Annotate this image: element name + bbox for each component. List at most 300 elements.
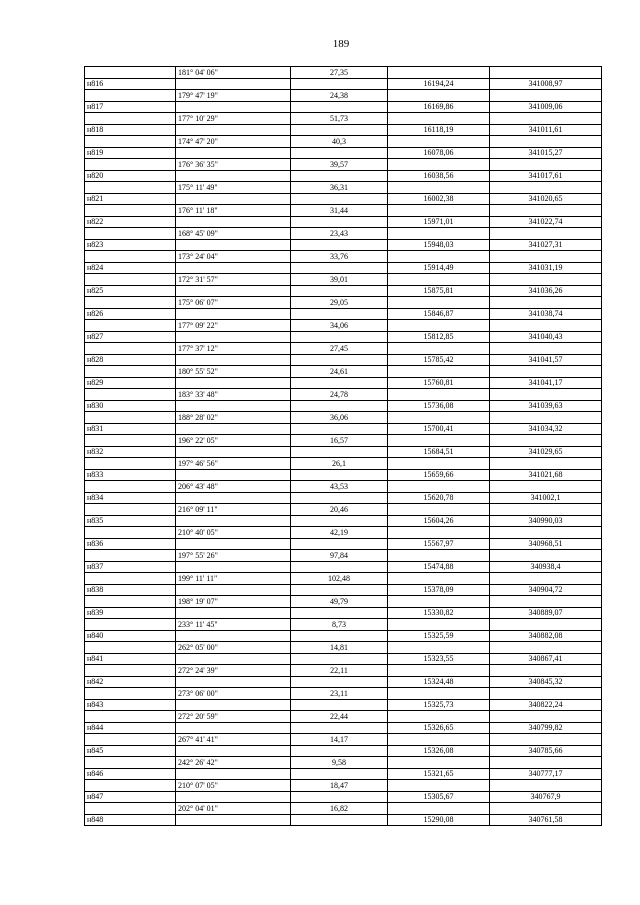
point-id-cell: н821 xyxy=(85,193,176,205)
empty-cell xyxy=(85,711,176,723)
empty-cell xyxy=(176,423,291,435)
empty-cell xyxy=(85,803,176,815)
segment-row xyxy=(85,412,602,424)
x-coordinate-cell: 15620,78 xyxy=(388,492,490,504)
page-number: 189 xyxy=(332,38,350,50)
empty-cell xyxy=(85,67,176,79)
empty-cell xyxy=(490,665,602,677)
point-row xyxy=(85,193,602,205)
direction-angle-cell: 197° 55' 26" xyxy=(176,550,291,562)
direction-angle-cell: 183° 33' 48" xyxy=(176,389,291,401)
empty-cell xyxy=(291,584,388,596)
x-coordinate-cell: 15474,88 xyxy=(388,561,490,573)
empty-cell xyxy=(176,124,291,136)
direction-angle-cell: 233° 11' 45" xyxy=(176,619,291,631)
empty-cell xyxy=(388,642,490,654)
empty-cell xyxy=(85,573,176,585)
x-coordinate-cell: 15684,51 xyxy=(388,446,490,458)
empty-cell xyxy=(85,665,176,677)
empty-cell xyxy=(291,124,388,136)
direction-angle-cell: 206° 43' 48" xyxy=(176,481,291,493)
segment-row xyxy=(85,182,602,194)
direction-angle-cell: 188° 28' 02" xyxy=(176,412,291,424)
empty-cell xyxy=(490,481,602,493)
point-id-cell: н848 xyxy=(85,814,176,826)
point-id-cell: н829 xyxy=(85,377,176,389)
segment-row xyxy=(85,550,602,562)
empty-cell xyxy=(291,147,388,159)
point-id-cell: н847 xyxy=(85,791,176,803)
point-id-cell: н822 xyxy=(85,216,176,228)
empty-cell xyxy=(291,699,388,711)
empty-cell xyxy=(291,446,388,458)
segment-row xyxy=(85,780,602,792)
empty-cell xyxy=(176,170,291,182)
direction-angle-cell: 210° 07' 05" xyxy=(176,780,291,792)
segment-row xyxy=(85,757,602,769)
x-coordinate-cell: 15971,01 xyxy=(388,216,490,228)
point-id-cell: н842 xyxy=(85,676,176,688)
empty-cell xyxy=(291,308,388,320)
distance-cell: 40,3 xyxy=(291,136,388,148)
empty-cell xyxy=(85,90,176,102)
distance-cell: 102,48 xyxy=(291,573,388,585)
empty-cell xyxy=(291,492,388,504)
segment-row xyxy=(85,573,602,585)
empty-cell xyxy=(85,757,176,769)
empty-cell xyxy=(291,354,388,366)
empty-cell xyxy=(490,435,602,447)
empty-cell xyxy=(176,722,291,734)
segment-row xyxy=(85,366,602,378)
empty-cell xyxy=(85,320,176,332)
empty-cell xyxy=(85,136,176,148)
direction-angle-cell: 197° 46' 56" xyxy=(176,458,291,470)
distance-cell: 27,35 xyxy=(291,67,388,79)
distance-cell: 31,44 xyxy=(291,205,388,217)
x-coordinate-cell: 15875,81 xyxy=(388,285,490,297)
direction-angle-cell: 242° 26' 42" xyxy=(176,757,291,769)
point-id-cell: н823 xyxy=(85,239,176,251)
empty-cell xyxy=(176,285,291,297)
point-row xyxy=(85,699,602,711)
empty-cell xyxy=(388,527,490,539)
empty-cell xyxy=(291,285,388,297)
y-coordinate-cell: 341002,1 xyxy=(490,492,602,504)
point-id-cell: н836 xyxy=(85,538,176,550)
point-id-cell: н843 xyxy=(85,699,176,711)
distance-cell: 26,1 xyxy=(291,458,388,470)
point-row xyxy=(85,745,602,757)
y-coordinate-cell: 341008,97 xyxy=(490,78,602,90)
empty-cell xyxy=(176,561,291,573)
direction-angle-cell: 196° 22' 05" xyxy=(176,435,291,447)
y-coordinate-cell: 341041,17 xyxy=(490,377,602,389)
empty-cell xyxy=(490,274,602,286)
empty-cell xyxy=(291,262,388,274)
x-coordinate-cell: 15914,49 xyxy=(388,262,490,274)
y-coordinate-cell: 340938,4 xyxy=(490,561,602,573)
direction-angle-cell: 168° 45' 09" xyxy=(176,228,291,240)
segment-row xyxy=(85,343,602,355)
y-coordinate-cell: 340867,41 xyxy=(490,653,602,665)
point-row xyxy=(85,147,602,159)
empty-cell xyxy=(85,182,176,194)
y-coordinate-cell: 341017,61 xyxy=(490,170,602,182)
distance-cell: 23,11 xyxy=(291,688,388,700)
y-coordinate-cell: 341027,31 xyxy=(490,239,602,251)
x-coordinate-cell: 15948,03 xyxy=(388,239,490,251)
distance-cell: 14,81 xyxy=(291,642,388,654)
point-row xyxy=(85,262,602,274)
empty-cell xyxy=(490,734,602,746)
direction-angle-cell: 262° 05' 00" xyxy=(176,642,291,654)
distance-cell: 24,78 xyxy=(291,389,388,401)
empty-cell xyxy=(85,274,176,286)
empty-cell xyxy=(291,193,388,205)
empty-cell xyxy=(388,734,490,746)
direction-angle-cell: 198° 19' 07" xyxy=(176,596,291,608)
empty-cell xyxy=(490,803,602,815)
point-id-cell: н834 xyxy=(85,492,176,504)
empty-cell xyxy=(85,734,176,746)
empty-cell xyxy=(490,228,602,240)
y-coordinate-cell: 341039,63 xyxy=(490,400,602,412)
y-coordinate-cell: 341036,26 xyxy=(490,285,602,297)
point-row xyxy=(85,354,602,366)
y-coordinate-cell: 341038,74 xyxy=(490,308,602,320)
point-row xyxy=(85,538,602,550)
segment-row xyxy=(85,389,602,401)
empty-cell xyxy=(176,699,291,711)
empty-cell xyxy=(490,205,602,217)
y-coordinate-cell: 341009,06 xyxy=(490,101,602,113)
empty-cell xyxy=(85,159,176,171)
point-row xyxy=(85,515,602,527)
empty-cell xyxy=(291,676,388,688)
segment-row xyxy=(85,527,602,539)
point-id-cell: н832 xyxy=(85,446,176,458)
direction-angle-cell: 177° 09' 22" xyxy=(176,320,291,332)
empty-cell xyxy=(388,274,490,286)
empty-cell xyxy=(490,596,602,608)
point-id-cell: н838 xyxy=(85,584,176,596)
empty-cell xyxy=(176,354,291,366)
x-coordinate-cell: 15321,65 xyxy=(388,768,490,780)
segment-row xyxy=(85,205,602,217)
empty-cell xyxy=(388,803,490,815)
point-id-cell: н817 xyxy=(85,101,176,113)
empty-cell xyxy=(176,147,291,159)
distance-cell: 43,53 xyxy=(291,481,388,493)
segment-row xyxy=(85,504,602,516)
empty-cell xyxy=(291,239,388,251)
x-coordinate-cell: 15290,08 xyxy=(388,814,490,826)
y-coordinate-cell: 340904,72 xyxy=(490,584,602,596)
x-coordinate-cell: 16118,19 xyxy=(388,124,490,136)
empty-cell xyxy=(176,791,291,803)
point-row xyxy=(85,446,602,458)
segment-row xyxy=(85,481,602,493)
empty-cell xyxy=(85,113,176,125)
y-coordinate-cell: 341041,57 xyxy=(490,354,602,366)
distance-cell: 24,38 xyxy=(291,90,388,102)
empty-cell xyxy=(388,159,490,171)
segment-row xyxy=(85,136,602,148)
empty-cell xyxy=(85,550,176,562)
point-row xyxy=(85,722,602,734)
empty-cell xyxy=(85,412,176,424)
empty-cell xyxy=(291,814,388,826)
y-coordinate-cell: 341015,27 xyxy=(490,147,602,159)
y-coordinate-cell: 340968,51 xyxy=(490,538,602,550)
distance-cell: 39,01 xyxy=(291,274,388,286)
empty-cell xyxy=(490,389,602,401)
point-id-cell: н841 xyxy=(85,653,176,665)
point-row xyxy=(85,423,602,435)
distance-cell: 9,58 xyxy=(291,757,388,769)
empty-cell xyxy=(490,320,602,332)
direction-angle-cell: 199° 11' 11" xyxy=(176,573,291,585)
point-row xyxy=(85,492,602,504)
distance-cell: 8,73 xyxy=(291,619,388,631)
x-coordinate-cell: 15604,26 xyxy=(388,515,490,527)
point-id-cell: н844 xyxy=(85,722,176,734)
point-id-cell: н830 xyxy=(85,400,176,412)
x-coordinate-cell: 15760,81 xyxy=(388,377,490,389)
empty-cell xyxy=(388,297,490,309)
x-coordinate-cell: 15846,87 xyxy=(388,308,490,320)
point-row xyxy=(85,124,602,136)
distance-cell: 34,06 xyxy=(291,320,388,332)
point-row xyxy=(85,400,602,412)
empty-cell xyxy=(291,538,388,550)
direction-angle-cell: 273° 06' 00" xyxy=(176,688,291,700)
empty-cell xyxy=(490,113,602,125)
point-row xyxy=(85,584,602,596)
x-coordinate-cell: 15659,66 xyxy=(388,469,490,481)
distance-cell: 42,19 xyxy=(291,527,388,539)
empty-cell xyxy=(388,458,490,470)
empty-cell xyxy=(490,366,602,378)
y-coordinate-cell: 341020,65 xyxy=(490,193,602,205)
segment-row xyxy=(85,619,602,631)
empty-cell xyxy=(291,722,388,734)
segment-row xyxy=(85,113,602,125)
distance-cell: 14,17 xyxy=(291,734,388,746)
empty-cell xyxy=(176,653,291,665)
empty-cell xyxy=(490,297,602,309)
y-coordinate-cell: 340882,08 xyxy=(490,630,602,642)
empty-cell xyxy=(85,366,176,378)
empty-cell xyxy=(176,584,291,596)
empty-cell xyxy=(291,331,388,343)
empty-cell xyxy=(291,469,388,481)
point-id-cell: н831 xyxy=(85,423,176,435)
x-coordinate-cell: 15378,09 xyxy=(388,584,490,596)
y-coordinate-cell: 340761,58 xyxy=(490,814,602,826)
direction-angle-cell: 210° 40' 05" xyxy=(176,527,291,539)
empty-cell xyxy=(388,205,490,217)
direction-angle-cell: 176° 11' 18" xyxy=(176,205,291,217)
coordinates-table xyxy=(84,66,602,826)
empty-cell xyxy=(176,400,291,412)
x-coordinate-cell: 15324,48 xyxy=(388,676,490,688)
x-coordinate-cell: 15325,73 xyxy=(388,699,490,711)
segment-row xyxy=(85,642,602,654)
segment-row xyxy=(85,274,602,286)
distance-cell: 27,45 xyxy=(291,343,388,355)
empty-cell xyxy=(291,423,388,435)
direction-angle-cell: 272° 24' 39" xyxy=(176,665,291,677)
direction-angle-cell: 272° 20' 59" xyxy=(176,711,291,723)
point-id-cell: н816 xyxy=(85,78,176,90)
point-row xyxy=(85,78,602,90)
empty-cell xyxy=(490,711,602,723)
empty-cell xyxy=(388,504,490,516)
x-coordinate-cell: 15736,08 xyxy=(388,400,490,412)
empty-cell xyxy=(85,504,176,516)
empty-cell xyxy=(291,630,388,642)
direction-angle-cell: 176° 36' 35" xyxy=(176,159,291,171)
point-id-cell: н819 xyxy=(85,147,176,159)
empty-cell xyxy=(85,435,176,447)
y-coordinate-cell: 340822,24 xyxy=(490,699,602,711)
x-coordinate-cell: 16038,56 xyxy=(388,170,490,182)
empty-cell xyxy=(176,377,291,389)
empty-cell xyxy=(490,159,602,171)
y-coordinate-cell: 341040,43 xyxy=(490,331,602,343)
empty-cell xyxy=(388,251,490,263)
point-row xyxy=(85,285,602,297)
empty-cell xyxy=(388,136,490,148)
empty-cell xyxy=(291,400,388,412)
empty-cell xyxy=(388,688,490,700)
empty-cell xyxy=(291,515,388,527)
y-coordinate-cell: 341034,32 xyxy=(490,423,602,435)
direction-angle-cell: 177° 10' 29" xyxy=(176,113,291,125)
direction-angle-cell: 175° 06' 07" xyxy=(176,297,291,309)
x-coordinate-cell: 15330,82 xyxy=(388,607,490,619)
distance-cell: 49,79 xyxy=(291,596,388,608)
empty-cell xyxy=(490,67,602,79)
empty-cell xyxy=(388,596,490,608)
empty-cell xyxy=(176,78,291,90)
empty-cell xyxy=(388,780,490,792)
empty-cell xyxy=(388,182,490,194)
empty-cell xyxy=(291,653,388,665)
y-coordinate-cell: 340785,66 xyxy=(490,745,602,757)
empty-cell xyxy=(85,458,176,470)
empty-cell xyxy=(85,205,176,217)
x-coordinate-cell: 15785,42 xyxy=(388,354,490,366)
empty-cell xyxy=(388,757,490,769)
empty-cell xyxy=(176,446,291,458)
empty-cell xyxy=(291,101,388,113)
direction-angle-cell: 181° 04' 06" xyxy=(176,67,291,79)
point-id-cell: н839 xyxy=(85,607,176,619)
empty-cell xyxy=(388,389,490,401)
empty-cell xyxy=(388,481,490,493)
y-coordinate-cell: 341021,68 xyxy=(490,469,602,481)
empty-cell xyxy=(85,780,176,792)
point-row xyxy=(85,101,602,113)
point-id-cell: н840 xyxy=(85,630,176,642)
direction-angle-cell: 179° 47' 19" xyxy=(176,90,291,102)
distance-cell: 16,82 xyxy=(291,803,388,815)
point-row xyxy=(85,239,602,251)
segment-row xyxy=(85,458,602,470)
distance-cell: 18,47 xyxy=(291,780,388,792)
segment-row xyxy=(85,90,602,102)
empty-cell xyxy=(176,239,291,251)
x-coordinate-cell: 15326,08 xyxy=(388,745,490,757)
y-coordinate-cell: 340799,82 xyxy=(490,722,602,734)
segment-row xyxy=(85,251,602,263)
point-id-cell: н833 xyxy=(85,469,176,481)
empty-cell xyxy=(291,216,388,228)
empty-cell xyxy=(176,331,291,343)
segment-row xyxy=(85,435,602,447)
empty-cell xyxy=(85,619,176,631)
direction-angle-cell: 172° 31' 57" xyxy=(176,274,291,286)
distance-cell: 36,06 xyxy=(291,412,388,424)
empty-cell xyxy=(176,676,291,688)
point-row xyxy=(85,676,602,688)
x-coordinate-cell: 16169,86 xyxy=(388,101,490,113)
point-id-cell: н837 xyxy=(85,561,176,573)
point-id-cell: н826 xyxy=(85,308,176,320)
point-row xyxy=(85,308,602,320)
distance-cell: 23,43 xyxy=(291,228,388,240)
point-id-cell: н818 xyxy=(85,124,176,136)
segment-row xyxy=(85,228,602,240)
empty-cell xyxy=(490,458,602,470)
segment-row xyxy=(85,67,602,79)
x-coordinate-cell: 16194,24 xyxy=(388,78,490,90)
point-id-cell: н824 xyxy=(85,262,176,274)
distance-cell: 24,61 xyxy=(291,366,388,378)
empty-cell xyxy=(388,90,490,102)
empty-cell xyxy=(291,607,388,619)
point-row xyxy=(85,170,602,182)
x-coordinate-cell: 15323,55 xyxy=(388,653,490,665)
empty-cell xyxy=(85,596,176,608)
empty-cell xyxy=(490,182,602,194)
empty-cell xyxy=(176,538,291,550)
empty-cell xyxy=(388,711,490,723)
empty-cell xyxy=(291,377,388,389)
direction-angle-cell: 202° 04' 01" xyxy=(176,803,291,815)
empty-cell xyxy=(176,101,291,113)
distance-cell: 39,57 xyxy=(291,159,388,171)
point-id-cell: н827 xyxy=(85,331,176,343)
distance-cell: 20,46 xyxy=(291,504,388,516)
empty-cell xyxy=(291,170,388,182)
x-coordinate-cell: 15326,65 xyxy=(388,722,490,734)
x-coordinate-cell: 16078,06 xyxy=(388,147,490,159)
empty-cell xyxy=(291,78,388,90)
point-row xyxy=(85,561,602,573)
empty-cell xyxy=(490,251,602,263)
empty-cell xyxy=(291,768,388,780)
distance-cell: 22,11 xyxy=(291,665,388,677)
segment-row xyxy=(85,159,602,171)
empty-cell xyxy=(388,619,490,631)
empty-cell xyxy=(291,791,388,803)
empty-cell xyxy=(85,228,176,240)
empty-cell xyxy=(490,757,602,769)
